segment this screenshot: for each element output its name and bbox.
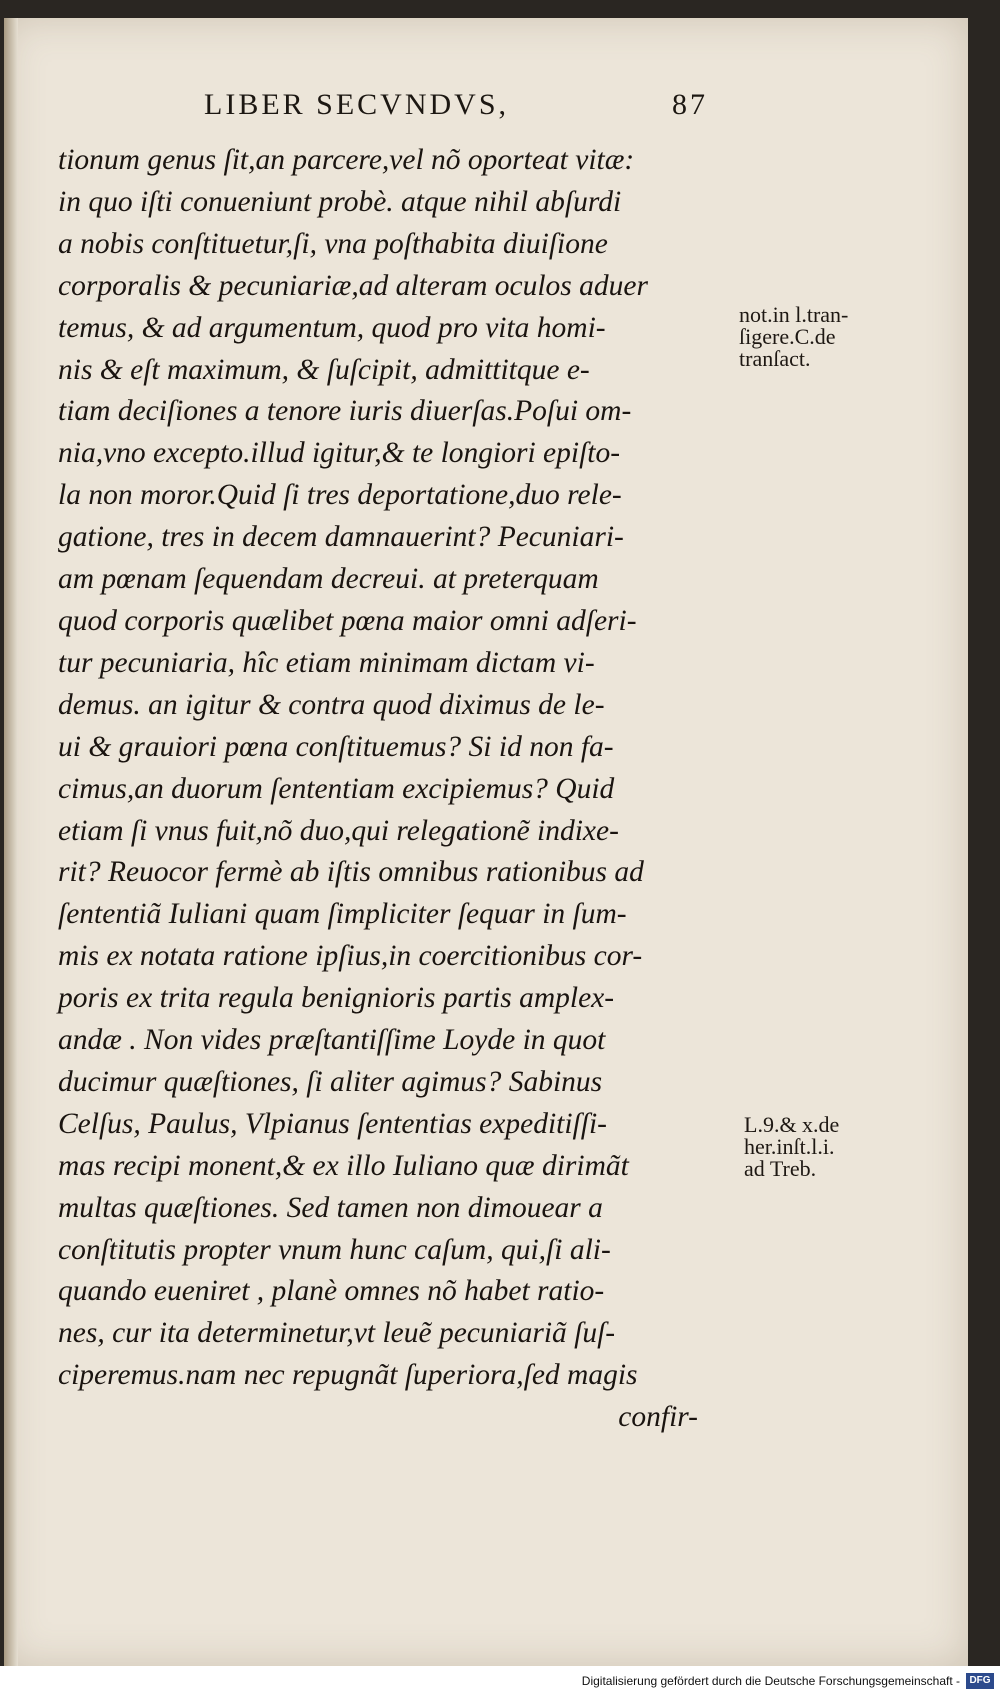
text-line: cimus,an duorum ſententiam excipiemus? Quid	[58, 772, 615, 805]
text-line: mas recipi monent,& ex illo Iuliano quæ dirimãt	[58, 1149, 629, 1182]
marginal-line: ſigere.C.de	[739, 324, 836, 349]
text-line: la non moror.Quid ſi tres deportatione,duo rele-	[58, 479, 622, 512]
text-line: tiam deciſiones a tenore iuris diuerſas.Poſui om-	[58, 395, 632, 428]
text-line: nes, cur ita determinetur,vt leuẽ pecuniariã ſuſ-	[58, 1317, 616, 1350]
marginal-line: ad Treb.	[744, 1156, 817, 1181]
marginal-line: not.in l.tran-	[739, 302, 849, 327]
marginal-note-1	[739, 304, 848, 370]
page-gutter-edge	[4, 18, 18, 1666]
text-line: etiam ſi vnus fuit,nõ duo,qui relegationẽ indixe-	[58, 814, 619, 847]
page-number: 87	[672, 88, 708, 121]
text-line: demus. an igitur & contra quod diximus de le-	[58, 688, 605, 721]
text-line: temus, & ad argumentum, quod pro vita homi-	[58, 311, 606, 344]
book-page	[4, 18, 968, 1666]
text-line: corporalis & pecuniariæ,ad alteram oculos aduer	[58, 269, 648, 302]
text-line: am pœnam ſequendam decreui. at preterquam	[58, 563, 599, 596]
text-line: Celſus, Paulus, Vlpianus ſententias expeditiſſi-	[58, 1107, 607, 1140]
text-line: poris ex trita regula benignioris partis amplex-	[58, 982, 615, 1015]
text-line: a nobis conſtituetur,ſi, vna poſthabita diuiſione	[58, 227, 608, 260]
text-line: nis & eſt maximum, & ſuſcipit, admittitque e-	[58, 353, 590, 386]
digitization-credit: Digitalisierung gefördert durch die Deutsche Forschungsgemeinschaft -	[581, 1674, 960, 1688]
marginal-line: L.9.& x.de	[744, 1112, 840, 1137]
running-head	[204, 78, 724, 128]
text-line: in quo iſti conueniunt probè. atque nihil abſurdi	[58, 185, 622, 218]
text-line: conſtitutis propter vnum hunc caſum, qui,ſi ali-	[58, 1233, 611, 1266]
text-line: ſententiã Iuliani quam ſimpliciter ſequar in ſum-	[58, 898, 627, 931]
marginal-line: her.inſt.l.i.	[744, 1134, 835, 1159]
marginal-note-2	[744, 1114, 839, 1180]
text-line: ui & grauiori pœna conſtituemus? Si id non fa-	[58, 730, 614, 763]
digitization-footer	[0, 1666, 1000, 1699]
text-line: tionum genus ſit,an parcere,vel nõ oporteat vitæ:	[58, 144, 635, 176]
body-text	[58, 140, 738, 1439]
text-line: mis ex notata ratione ipſius,in coercitionibus cor-	[58, 940, 643, 973]
text-line: nia,vno excepto.illud igitur,& te longiori epiſto-	[58, 437, 621, 470]
text-line: quando eueniret , planè omnes nõ habet ratio-	[58, 1275, 605, 1308]
text-line: ciperemus.nam nec repugnãt ſuperiora,ſed magis	[58, 1359, 638, 1392]
text-line: quod corporis quælibet pœna maior omni adſeri-	[58, 604, 637, 637]
text-line: rit? Reuocor fermè ab iſtis omnibus rationibus ad	[58, 856, 644, 889]
text-line: gatione, tres in decem damnauerint? Pecuniari-	[58, 521, 624, 554]
marginal-line: tranſact.	[739, 346, 811, 371]
text-line: tur pecuniaria, hîc etiam minimam dictam vi-	[58, 646, 595, 679]
catchword: confir-	[618, 1401, 698, 1434]
dfg-logo: DFG	[966, 1673, 994, 1689]
text-line: andæ . Non vides præſtantiſſime Loyde in quot	[58, 1024, 606, 1057]
running-title: LIBER SECVNDVS,	[204, 88, 510, 121]
text-line: ducimur quæſtiones, ſi aliter agimus? Sabinus	[58, 1065, 603, 1098]
text-line: multas quæſtiones. Sed tamen non dimouear a	[58, 1191, 603, 1224]
